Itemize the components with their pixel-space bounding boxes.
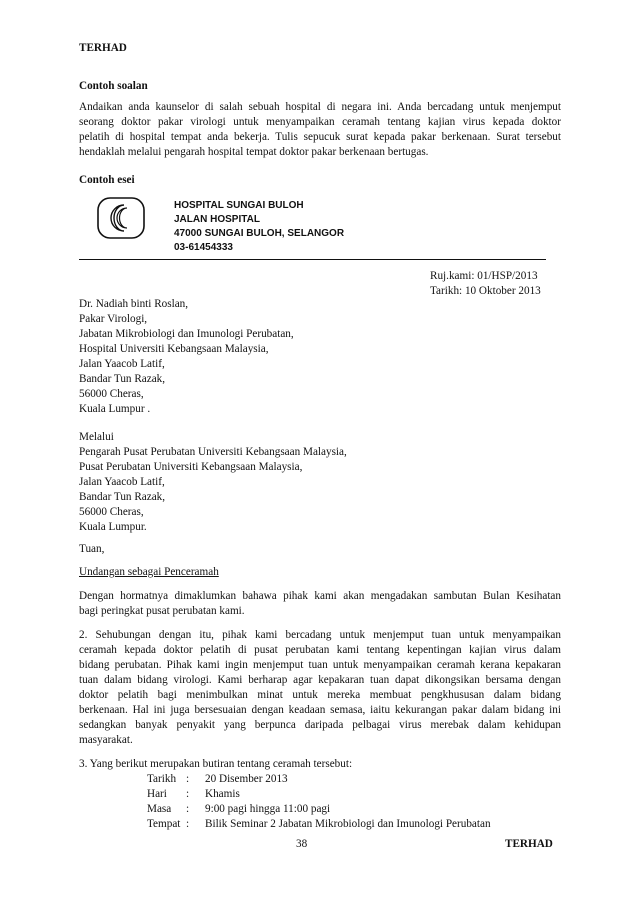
question-line: seorang doktor pakar virologi untuk menyampaikan ceramah tentang kajian virus kepada doktor: [79, 116, 561, 128]
via-line: 56000 Cheras,: [79, 506, 144, 518]
detail-value: 9:00 pagi hingga 11:00 pagi: [205, 803, 331, 815]
detail-label: Tempat: [147, 818, 181, 830]
paragraph3-intro: 3. Yang berikut merupakan butiran tentang ceramah tersebut:: [79, 758, 353, 770]
paragraph2-line: masyarakat.: [79, 734, 133, 746]
paragraph1-line: bagi peringkat pusat perubatan kami.: [79, 605, 245, 617]
question-line: hendaklah melalui pengarah hospital tempat doktor pakar berkenaan bertugas.: [79, 146, 429, 158]
footer-classification: TERHAD: [505, 838, 553, 850]
via-line: Kuala Lumpur.: [79, 521, 147, 533]
via-line: Jalan Yaacob Latif,: [79, 476, 165, 488]
question-line: Andaikan anda kaunselor di salah sebuah hospital di negara ini. Anda bercadang untuk menjemput: [79, 101, 561, 113]
recipient-line: Jalan Yaacob Latif,: [79, 358, 165, 370]
detail-value: Bilik Seminar 2 Jabatan Mikrobiologi dan Imunologi Perubatan: [205, 818, 491, 830]
crescent-logo-icon: [96, 196, 146, 240]
detail-label: Hari: [147, 788, 167, 800]
via-line: Bandar Tun Razak,: [79, 491, 166, 503]
recipient-line: Dr. Nadiah binti Roslan,: [79, 298, 189, 310]
paragraph2-line: ceramah kepada doktor pelatih di pusat perubatan kami tentang kepentingan kajian virus dalam: [79, 644, 561, 656]
paragraph2-line: 2. Sehubungan dengan itu, pihak kami bercadang untuk menjemput tuan untuk menyampaikan: [79, 629, 561, 641]
recipient-line: Hospital Universiti Kebangsaan Malaysia,: [79, 343, 269, 355]
question-line: pelatih di hospital tempat anda bekerja. Tulis sepucuk surat kepada pakar berkenaan. Surat tersebut: [79, 131, 561, 143]
recipient-line: 56000 Cheras,: [79, 388, 144, 400]
letterhead-divider: [79, 259, 546, 260]
paragraph1-line: Dengan hormatnya dimaklumkan bahawa pihak kami akan mengadakan sambutan Bulan Kesihatan: [79, 590, 561, 602]
letterhead-name: HOSPITAL SUNGAI BULOH: [174, 200, 304, 211]
detail-separator: :: [186, 773, 190, 785]
paragraph2-line: berkenaan. Hal ini juga bersesuaian dengan keadaan semasa, iaitu kekurangan pakar dalam bidang ini: [79, 704, 561, 716]
recipient-line: Bandar Tun Razak,: [79, 373, 166, 385]
detail-separator: :: [186, 788, 190, 800]
salutation: Tuan,: [79, 543, 105, 555]
essay-heading: Contoh esei: [79, 174, 135, 186]
detail-value: Khamis: [205, 788, 240, 800]
detail-label: Masa: [147, 803, 172, 815]
header-classification: TERHAD: [79, 42, 127, 54]
subject-title: Undangan sebagai Penceramah: [79, 566, 219, 578]
via-line: Pengarah Pusat Perubatan Universiti Kebangsaan Malaysia,: [79, 446, 347, 458]
page-number: 38: [296, 838, 308, 850]
paragraph2-line: tuan dalam bidang virologi. Kami berharap agar kepakaran tuan dapat dikongsikan bersama dengan: [79, 674, 561, 686]
via-line: Pusat Perubatan Universiti Kebangsaan Malaysia,: [79, 461, 303, 473]
detail-label: Tarikh: [147, 773, 177, 785]
letterhead-city: 47000 SUNGAI BULOH, SELANGOR: [174, 228, 345, 239]
paragraph2-line: doktor pelatih bagi menimbulkan minat untuk mereka membuat pengkhususan dalam bidang: [79, 689, 561, 701]
recipient-line: Jabatan Mikrobiologi dan Imunologi Perubatan,: [79, 328, 294, 340]
detail-value: 20 Disember 2013: [205, 773, 288, 785]
recipient-line: Pakar Virologi,: [79, 313, 148, 325]
via-line: Melalui: [79, 431, 114, 443]
reference-date: Tarikh: 10 Oktober 2013: [430, 285, 541, 297]
paragraph2-line: bidang perubatan. Pihak kami ingin menjemput tuan untuk menyampaikan ceramah kerana kepakaran: [79, 659, 561, 671]
paragraph2-line: sedangkan banyak penyakit yang berpunca daripada pelbagai virus merebak dalam kehidupan: [79, 719, 561, 731]
detail-separator: :: [186, 803, 190, 815]
detail-separator: :: [186, 818, 190, 830]
reference-number: Ruj.kami: 01/HSP/2013: [430, 270, 538, 282]
recipient-line: Kuala Lumpur .: [79, 403, 151, 415]
letterhead-street: JALAN HOSPITAL: [174, 214, 260, 225]
letterhead-phone: 03-61454333: [174, 242, 233, 253]
question-heading: Contoh soalan: [79, 80, 148, 92]
